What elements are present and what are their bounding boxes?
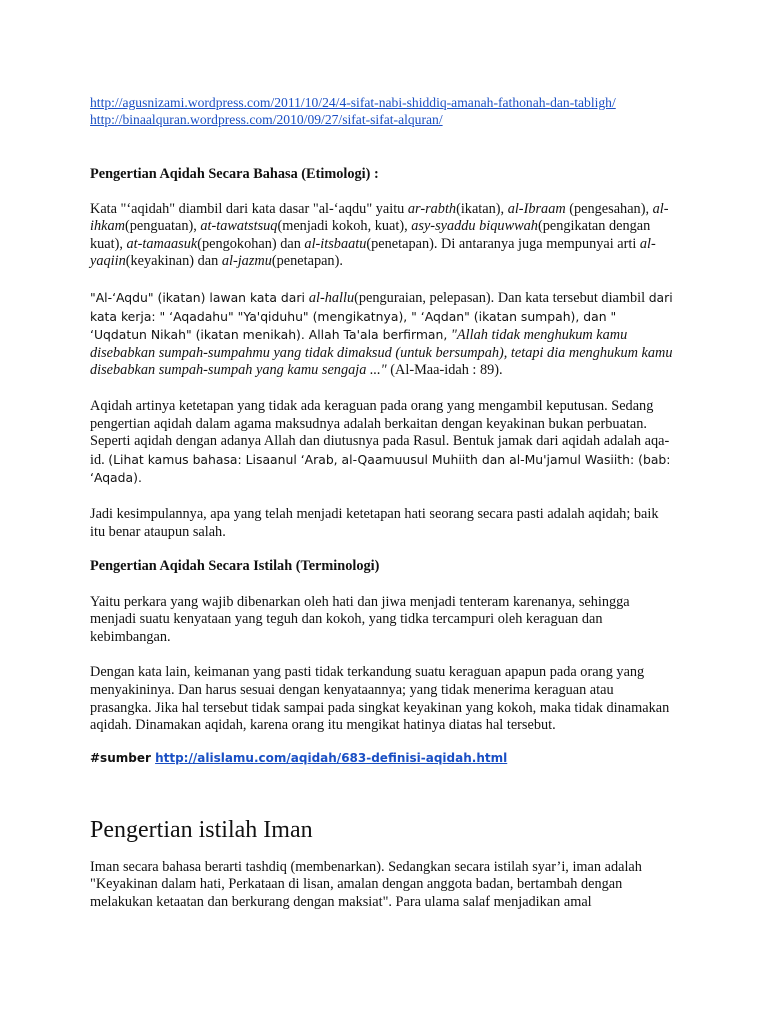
reference-links: [90, 94, 676, 128]
paragraph-etimologi-4: Jadi kesimpulannya, apa yang telah menjadi ketetapan hati seorang secara pasti adalah aqidah; baik itu benar ataupun salah.: [90, 505, 659, 540]
paragraph-terminologi-2: Dengan kata lain, keimanan yang pasti tidak terkandung suatu keraguan apapun pada orang yang menyakininya. Dan harus sesuai dengan kenyataannya; yang tidak menerima keraguan atau prasangka. Jika hal tersebut tidak sampai pada singkat keyakinan yang kokoh, maka tidak dinamakan aqidah. Dinamakan aqidah, karena orang itu mengikat hatinya diatas hal tersebut.: [90, 664, 670, 734]
paragraph-terminologi-1: Yaitu perkara yang wajib dibenarkan oleh hati dan jiwa menjadi tenteram karenanya, sehingga menjadi suatu kenyataan yang teguh dan kokoh, yang tidka tercampuri oleh keraguan dan kebimbangan.: [90, 593, 630, 645]
heading-terminologi: Pengertian Aqidah Secara Istilah (Terminologi): [90, 558, 380, 575]
paragraph-iman-1: Iman secara bahasa berarti tashdiq (membenarkan). Sedangkan secara istilah syar’i, iman adalah "Keyakinan dalam hati, Perkataan di lisan, amalan dengan anggota badan, bertambah dengan melakukan ketaatan dan berkurang dengan maksiat". Para ulama salaf menjadikan amal: [90, 858, 642, 911]
reference-link-1[interactable]: http://agusnizami.wordpress.com/2011/10/24/4-sifat-nabi-shiddiq-amanah-fathonah-dan-tabligh/: [90, 95, 616, 110]
paragraph-etimologi-2: "Al-‘Aqdu" (ikatan) lawan kata dari al-hallu(penguraian, pelepasan). Dan kata tersebut diambil dari kata kerja: " ‘Aqadahu" "Ya'qiduhu" (mengikatnya), " ‘Aqdan" (ikatan sumpah), dan " ‘Uqdatun Nikah" (ikatan menikah). Allah Ta'ala berfirman, "Allah tidak menghukum kamu disebabkan sumpah-sumpahmu yang tidak dimaksud (untuk bersumpah), tetapi dia menghukum kamu disebabkan sumpah-sumpah yang kamu sengaja ..." (Al-Maa-idah : 89).: [90, 289, 673, 379]
source-line: [90, 751, 676, 765]
heading-etimologi: Pengertian Aqidah Secara Bahasa (Etimologi) :: [90, 166, 379, 182]
source-link[interactable]: http://alislamu.com/aqidah/683-definisi-aqidah.html: [155, 750, 508, 765]
reference-link-2[interactable]: http://binaalquran.wordpress.com/2010/09/27/sifat-sifat-alquran/: [90, 112, 443, 127]
paragraph-etimologi-1: Kata "‘aqidah" diambil dari kata dasar "al-‘aqdu" yaitu ar-rabth(ikatan), al-Ibraam (pengesahan), al-ihkam(penguatan), at-tawatstsuq(menjadi kokoh, kuat), asy-syaddu biquwwah(pengikatan dengan kuat), at-tamaasuk(pengokohan) dan al-itsbaatu(penetapan). Di antaranya juga mempunyai arti al-yaqiin(keyakinan) dan al-jazmu(penetapan).: [90, 200, 669, 270]
paragraph-etimologi-3: Aqidah artinya ketetapan yang tidak ada keraguan pada orang yang mengambil keputusan. Sedang pengertian aqidah dalam agama maksudnya adalah berkaitan dengan keyakinan bukan perbuatan. Seperti aqidah dengan adanya Allah dan diutusnya pada Rasul. Bentuk jamak dari aqidah adalah aqa-id. (Lihat kamus bahasa: Lisaanul ‘Arab, al-Qaamuusul Muhiith dan al-Mu'jamul Wasiith: (bab: ‘Aqada).: [90, 397, 671, 486]
heading-iman: Pengertian istilah Iman: [90, 816, 313, 843]
source-label: #sumber: [90, 750, 156, 765]
